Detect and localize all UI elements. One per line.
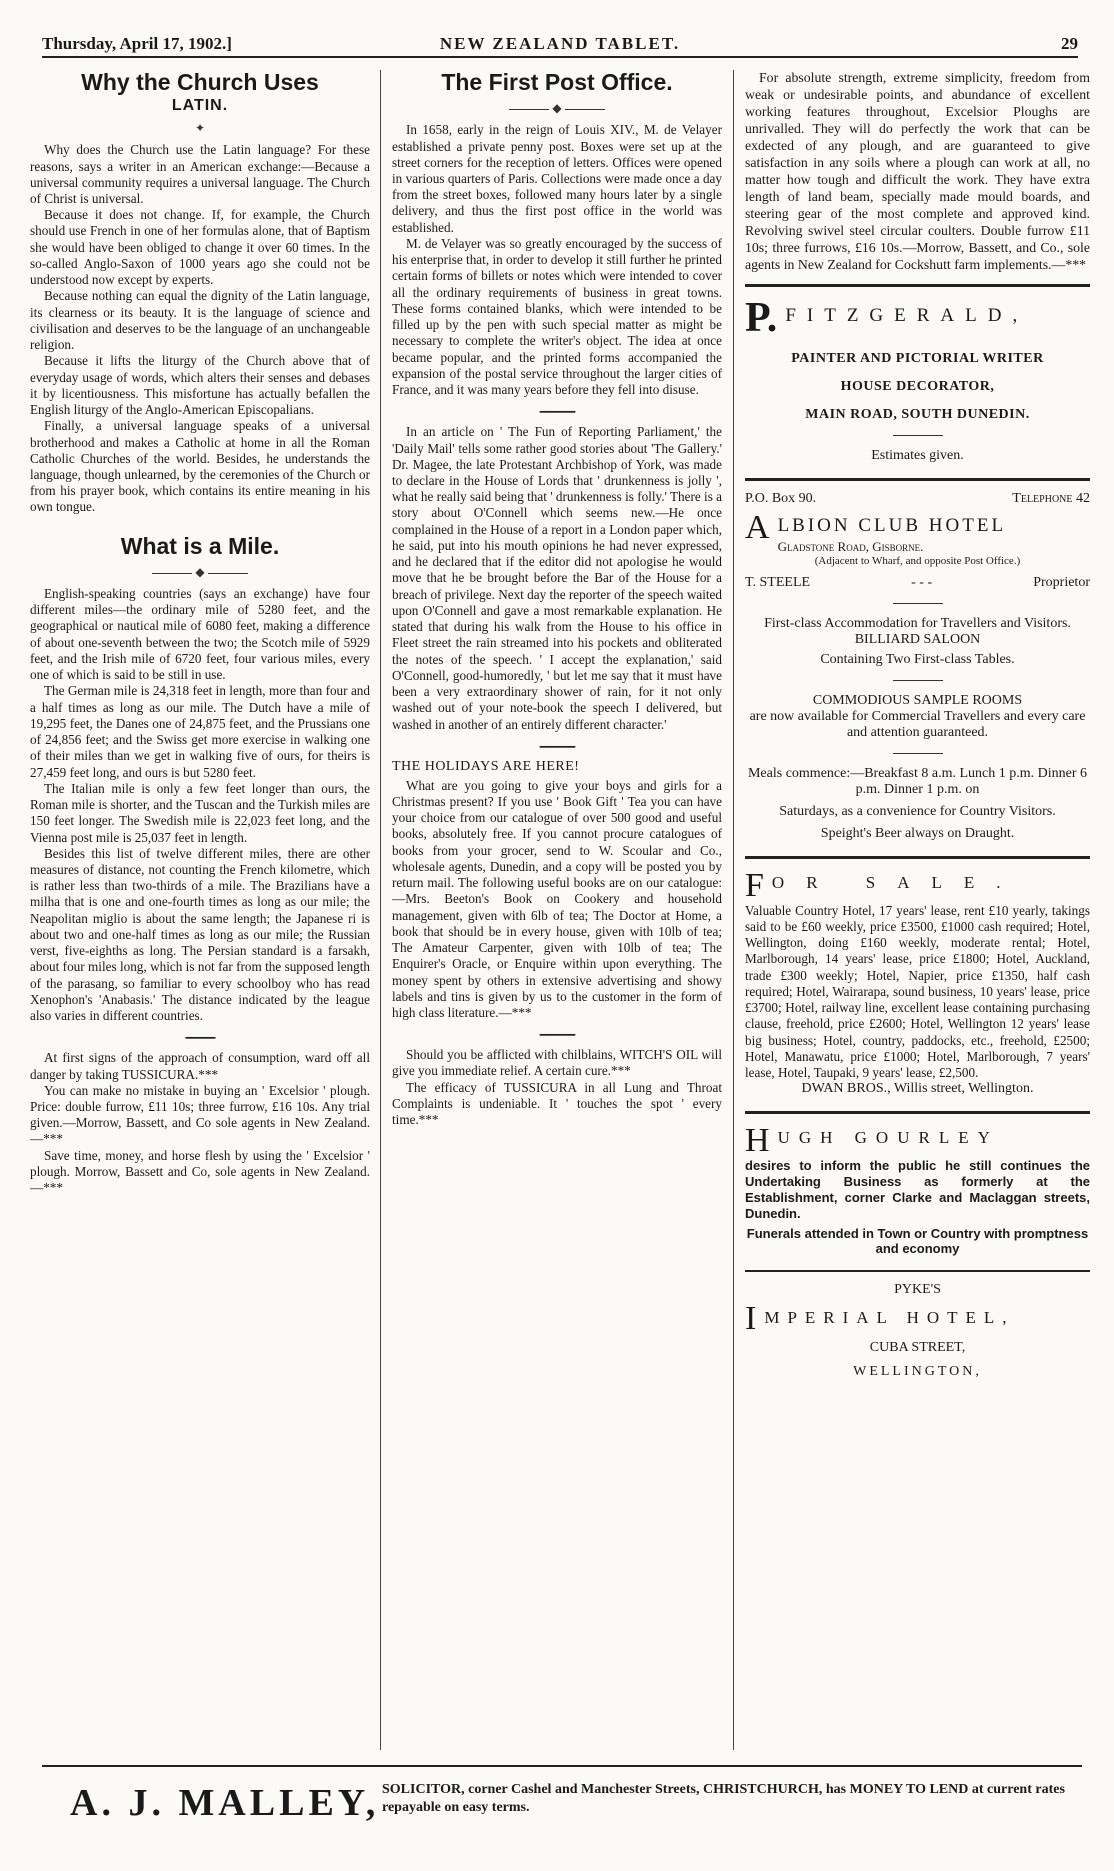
advertiser-name: UGH GOURLEY [777,1128,999,1148]
article-title-post-office: The First Post Office. [441,70,673,95]
holidays-heading: THE HOLIDAYS ARE HERE! [392,758,580,774]
paragraph: M. de Velayer was so greatly encouraged by the success of his enterprise that, in order to develop it still further he printed certain forms of billets or notes which were intended to cover all the ordinary requirements of business in great towns. These forms contained blanks, which were intended to be filled up by the pen with such special matter as might be necessary to complete the writer's object. The idea at once became popular, and the printed forms accompanied the expansion of the postal service throughout the larger cities of France, and it was many years before they fell into disuse. [392,235,722,398]
short-rule [893,680,943,681]
drop-initial: I [745,1302,757,1337]
masthead: NEW ZEALAND TABLET. [439,34,681,53]
advertiser-name: A. J. MALLEY, [70,1782,380,1824]
for-sale-text: Valuable Country Hotel, 17 years' lease, rent £10 yearly, takings said to be £60 weekly, price £3500, £1000 cash required; Hotel, Wellington, doing £160 weekly, moderate rental; Hotel, Marlborough, 14 years' lease, price £1800; Hotel, Auckland, trade £300 weekly; Hotel, Napier, price £1350, half cash required; Hotel, Wairarapa, sound business, 10 years' lease, price £3700; Hotel, railway line, excellent lease containing purchasing clause, freehold, price £2600; Hotel, Wellington 12 years' lease big business; Hotel, country, paddocks, etc., freehold, £2500; Hotel, Manawatu, price £1000; Hotel, Marlborough, 7 years' lease, Hotel, Taupaki, 9 years' lease, £2,500. [745,902,1090,1080]
ornament: ◆ [30,565,370,580]
drop-initial: A [745,510,770,546]
ad-line: are now available for Commercial Travellers and every care and attention guaranteed. [749,708,1086,740]
paragraph: Why does the Church use the Latin language? For these reasons, says a writer in an American exchange:—Because a universal community requires a universal language. The Church of Christ is universal. [30,142,370,206]
po-box: P.O. Box 90. [745,490,817,506]
gourley-advert [745,1124,1090,1256]
ad-separator [745,1270,1090,1272]
footer-advert [42,1765,1082,1845]
proprietor-separator: - - - [911,574,933,590]
ornament: ✦ [194,121,206,136]
column-1 [30,70,370,1750]
short-rule [893,753,943,754]
paragraph: Finally, a universal language speaks of a universal brotherhood and makes a Catholic at home in all the Roman Catholic Churches of the world. Besides, he understands the language, though unlearned, by the ceremonies of the Church or from his prayer book, which contains its entire meaning in his own tongue. [30,418,370,515]
ad-line: Meals commence:—Breakfast 8 a.m. Lunch 1 p.m. Dinner 6 p.m. Dinner 1 p.m. on [747,765,1087,797]
ad-separator [745,1111,1090,1114]
ad-line: Estimates given. [871,447,964,463]
advert-paragraph: Should you be afflicted with chilblains, WITCH'S OIL will give you immediate relief. A certain cure.*** [392,1047,722,1079]
ad-line: CUBA STREET, [869,1340,966,1356]
ad-line: PYKE'S [894,1282,941,1298]
article-subtitle: LATIN. [171,97,229,115]
fitzgerald-advert [745,284,1090,464]
imperial-hotel-advert [745,1282,1090,1380]
ad-separator [745,478,1090,481]
ad-line: MAIN ROAD, SOUTH DUNEDIN. [805,406,1030,422]
short-rule [893,603,943,604]
short-rule [893,435,943,436]
telephone: Telephone 42 [1012,490,1090,506]
advert-paragraph: You can make no mistake in buying an ' Excelsior ' plough. Price: double furrow, £11 10s; three furrow, £16 10s. Any trial given.—Morrow, Bassett, and Co sole agents in New Zealand.—*** [30,1082,370,1147]
proprietor-label: Proprietor [1033,574,1090,590]
article-title-mile: What is a Mile. [120,532,280,559]
ad-line: COMMODIOUS SAMPLE ROOMS [812,692,1023,708]
albion-hotel-advert [745,491,1090,842]
ad-line: Saturdays, as a convenience for Country Visitors. [779,803,1056,819]
section-divider: ▪▪▪▪▪▪▪▪▪▪▪▪▪▪▪▪▪▪▪▪ [185,1034,215,1043]
for-sale-advert [745,869,1090,1098]
article-title-church-latin: Why the Church Uses [81,70,319,95]
paragraph: Besides this list of twelve different miles, there are other measures of distance, not counting the French kilometre, which is rather less than two-thirds of a mile. The Brazilians have a milha that is one and one-fourth times as long as our mile; the Neapolitan miglio is about the same length; the Japanese ri is about two and one-half times as long as our mile; the Russian verst, five-eighths as long. The Persian standard is a farsakh, about four miles long, which is not far from the supposed length of the parasang, so familiar to every schoolboy who has read Xenophon's 'Anabasis.' The distance indicated by the league also varies in different countries. [30,845,370,1024]
ornament: ◆ [392,101,722,116]
paragraph: Because it does not change. If, for example, the Church should use French in one of her formulas alone, that of Baptism she would have been obliged to change it over 60 times. In the so-called Anglo-Saxon of 1000 years ago she could not be understood now except by experts. [30,207,370,288]
hotel-address: Gladstone Road, Gisborne. [777,538,924,554]
ad-heading: OR SALE. [771,872,1023,892]
footer-text: SOLICITOR, corner Cashel and Manchester Streets, CHRISTCHURCH, has MONEY TO LEND at current rates repayable on easy terms. [382,1782,1065,1815]
ad-line: PAINTER AND PICTORIAL WRITER [791,350,1044,366]
advert-paragraph: At first signs of the approach of consumption, ward off all danger by taking TUSSICURA.*** [30,1050,370,1082]
paragraph: English-speaking countries (says an exchange) have four different miles—the ordinary mile of 5280 feet, and the geographical or nautical mile of 6080 feet, making a difference of about one-seventh between the two; the Scotch mile of 5929 feet, and the Irish mile of 6720 feet, four various miles, every one of which is said to be still in use. [30,585,370,683]
column-rule [733,70,734,1750]
ad-line: WELLINGTON, [853,1364,982,1380]
gourley-text: desires to inform the public he still continues the Undertaking Business as formerly at the Establishment, corner Clarke and Maclaggan streets, Dunedin. [745,1158,1090,1222]
column-3 [745,70,1090,1750]
ad-signature: DWAN BROS., Willis street, Wellington. [801,1081,1034,1097]
section-divider: ▪▪▪▪▪▪▪▪▪▪▪▪▪▪▪▪▪▪▪▪▪▪▪▪ [539,742,575,751]
paragraph: Because nothing can equal the dignity of the Latin language, its clearness or its beauty. It is the language of science and civilisation and deserves to be the language of an unchangeable religion. [30,288,370,353]
ad-line: Speight's Beer always on Draught. [820,825,1015,841]
advertiser-name: FITZGERALD, [785,304,1029,326]
ad-line: BILLIARD SALOON [854,631,981,647]
ad-line: HOUSE DECORATOR, [840,378,995,394]
ad-line: Funerals attended in Town or Country with promptness and economy [746,1226,1089,1257]
hotel-location: (Adjacent to Wharf, and opposite Post Office.) [814,554,1021,567]
section-divider: ▪▪▪▪▪▪▪▪▪▪▪▪▪▪▪▪▪▪▪▪▪▪▪▪ [539,408,575,417]
paragraph: In 1658, early in the reign of Louis XIV., M. de Velayer established a private penny post. Boxes were set up at the street corners for the reception of letters. Offices were opened in various quarters of Paris. Collections were made once a day from the street boxes, followed many hours later by a single delivery, and thus the first post office in the world was established. [392,122,722,235]
paragraph: The German mile is 24,318 feet in length, more than four and a half times as long as our mile. The Dutch have a mile of 19,295 feet, the Danes one of 24,875 feet, and the Prussians one of 24,856 feet; and the Swiss get more exercise in walking one of their miles than we get in walking five of ours, for theirs is 27,459 feet long, and ours is but 5280 feet. [30,683,370,780]
page-header [42,28,1078,58]
ad-separator [745,856,1090,859]
hotel-name: LBION CLUB HOTEL [777,514,1007,536]
page-number: 29 [1061,34,1078,53]
paragraph: Because it lifts the liturgy of the Church above that of everyday usage of words, which alters their senses and debases it by licentiousness. This misfortune has actually befallen the English liturgy of the Anglo-American Episcopalians. [30,353,370,418]
hotel-name: MPERIAL HOTEL, [764,1308,1015,1328]
drop-initial: H [745,1124,770,1159]
advert-paragraph: The efficacy of TUSSICURA in all Lung and Throat Complaints is undeniable. It ' touches the spot ' every time.*** [392,1079,722,1128]
drop-initial: P. [745,296,778,339]
advert-paragraph: Save time, money, and horse flesh by using the ' Excelsior ' plough. Morrow, Bassett and Co, sole agents in New Zealand.—*** [30,1147,370,1196]
issue-date: Thursday, April 17, 1902.] [42,34,232,53]
holidays-text: What are you going to give your boys and girls for a Christmas present? If you use ' Book Gift ' Tea you can have your choice from our catalogue of over 500 good and useful books, absolutely free. If you cannot procure catalogues of books from your grocer, send to W. Scoular and Co., wholesale agents, Dunedin, and a copy will be posted you by return mail. The following useful books are on our catalogue:—Mrs. Beeton's Book on Cookery and household management, given with 6lb of tea; The Doctor at Home, a book that should be in every house, given with 10lb of tea; The Amateur Carpenter, given with 10lb of tea; The Enquirer's Oracle, or Enquire within upon everything. The money spent by others in extensive advertising and showy labels and tins is given by us to the customer in the form of high class literature.—*** [392,777,722,1021]
drop-initial: F [745,868,764,903]
paragraph: The Italian mile is only a few feet longer than ours, the Roman mile is shorter, and the Tuscan and the Turkish miles are 150 feet longer. The Swedish mile is 22,023 feet long, and the Vienna post mile is 25,037 feet in length. [30,780,370,845]
column-2 [392,70,722,1750]
ad-line: Containing Two First-class Tables. [820,651,1015,667]
ad-line: First-class Accommodation for Travellers and Visitors. [764,615,1071,631]
plough-advert: For absolute strength, extreme simplicity, freedom from weak or undesirable points, and abundance of excellent working features throughout, Excelsior Ploughs are unrivalled. They will do perfectly the work that can be exdected of any plough, and are guaranteed to give satisfaction in any soils where a plough can work at all, no matter how tough and difficult the work. They have extra length of land beam, specially made mould boards, and steering gear of the most complete and approved kind. Revolving swivel steel circular coulters. Double furrow £11 10s; three furrows, £16 10s.—Morrow, Bassett, and Co., sole agents in New Zealand for Cockshutt farm implements.—*** [745,70,1090,272]
paragraph: In an article on ' The Fun of Reporting Parliament,' the 'Daily Mail' tells some rather good stories about 'The Gallery.' Dr. Magee, the late Protestant Archbishop of York, was made to declare in the House of Lords that ' drunkenness is jolly ', what he really said being that ' drunkenness is folly.' There is a story about O'Connell which seems new.—He once complained in the House of a report in a London paper which, he said, put into his mouth opinions he had never expressed, and he declared that if the editor did not apologise he would move that he be brought before the Bar of the House for a breach of privilege. Next day the reporter of the speech waited upon O'Connell and gave a most remarkable explanation. He stated that during his walk from the House to his office in Fleet street the rain streamed into his pockets and obliterated the notes of the speech. ' I accept the explanation,' said O'Connell, good-humoredly, ' but let me say that it must have been a very extraordinary shower of rain, for it not only washed out of your note-book the speech I delivered, but washed in another of an entirely different character.' [392,424,722,732]
proprietor-name: T. STEELE [745,574,811,590]
column-rule [380,70,381,1750]
section-divider: ▪▪▪▪▪▪▪▪▪▪▪▪▪▪▪▪▪▪▪▪▪▪▪▪ [539,1031,575,1040]
